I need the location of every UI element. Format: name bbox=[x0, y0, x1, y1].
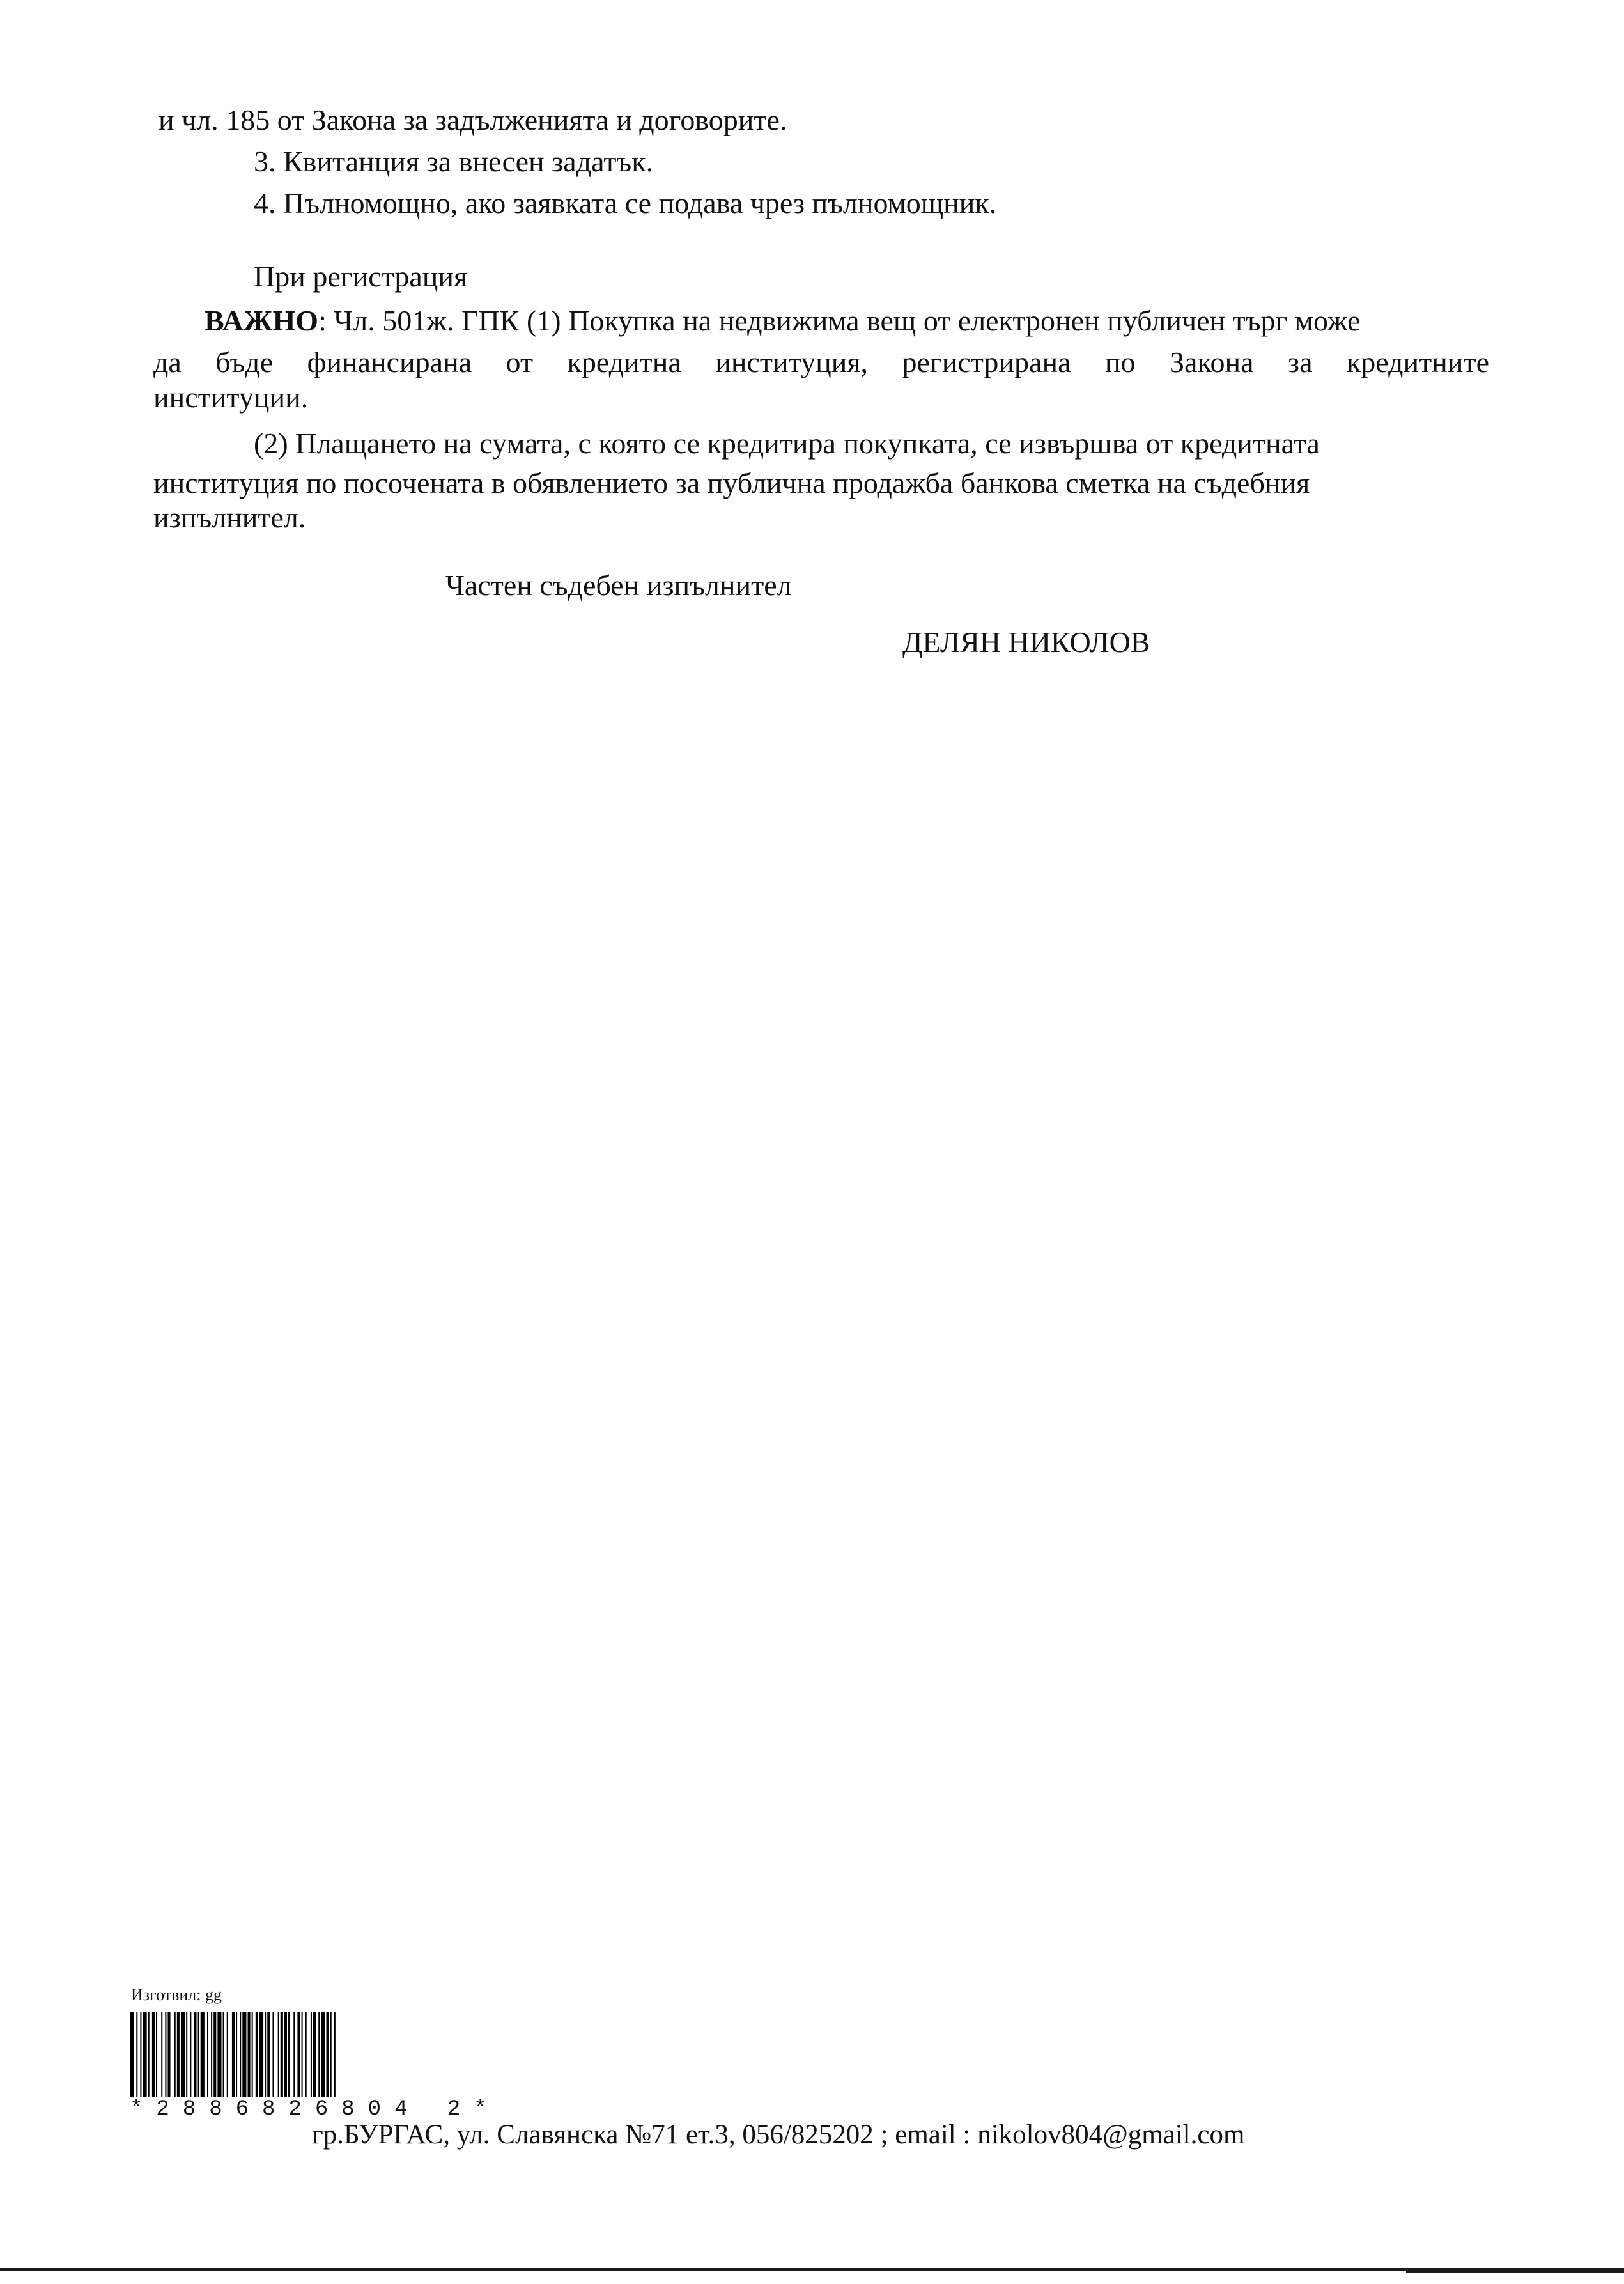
important-paragraph-line-3: институции. bbox=[153, 381, 309, 414]
important-paragraph-line-2: да бъде финансирана от кредитна институция, регистрирана по Закона за кредитните bbox=[153, 346, 1489, 378]
footer-address: гр.БУРГАС, ул. Славянска №71 ет.3, 056/825202 ; email : nikolov804@gmail.com bbox=[312, 2120, 1245, 2150]
signature-title: Частен съдебен изпълнител bbox=[445, 569, 792, 602]
list-item-4: 4. Пълномощно, ако заявката се подава чрез пълномощник. bbox=[254, 187, 997, 219]
body-line-1: и чл. 185 от Закона за задълженията и договорите. bbox=[159, 104, 787, 136]
important-paragraph-line-1 bbox=[205, 303, 1360, 339]
important-label: ВАЖНО bbox=[205, 304, 319, 337]
bottom-rule-edge bbox=[1406, 2271, 1624, 2273]
bottom-rule bbox=[0, 2268, 1624, 2271]
paragraph-2-line-1: (2) Плащането на сумата, с която се кредитира покупката, се извършва от кредитната bbox=[254, 427, 1320, 460]
paragraph-2-line-2: институция по посочената в обявлението за публична продажба банкова сметка на съдебния bbox=[153, 467, 1310, 499]
barcode-number: *2886826804 2* bbox=[130, 2097, 500, 2122]
list-item-3: 3. Квитанция за внесен задатък. bbox=[254, 145, 654, 178]
barcode-image bbox=[130, 2012, 532, 2097]
important-text-1: : Чл. 501ж. ГПК (1) Покупка на недвижима вещ от електронен публичен търг може bbox=[318, 304, 1361, 337]
paragraph-2-line-3: изпълнител. bbox=[153, 501, 306, 534]
prepared-by: Изготвил: gg bbox=[131, 1985, 222, 2004]
signature-name: ДЕЛЯН НИКОЛОВ bbox=[902, 626, 1150, 658]
registration-heading: При регистрация bbox=[254, 260, 468, 293]
